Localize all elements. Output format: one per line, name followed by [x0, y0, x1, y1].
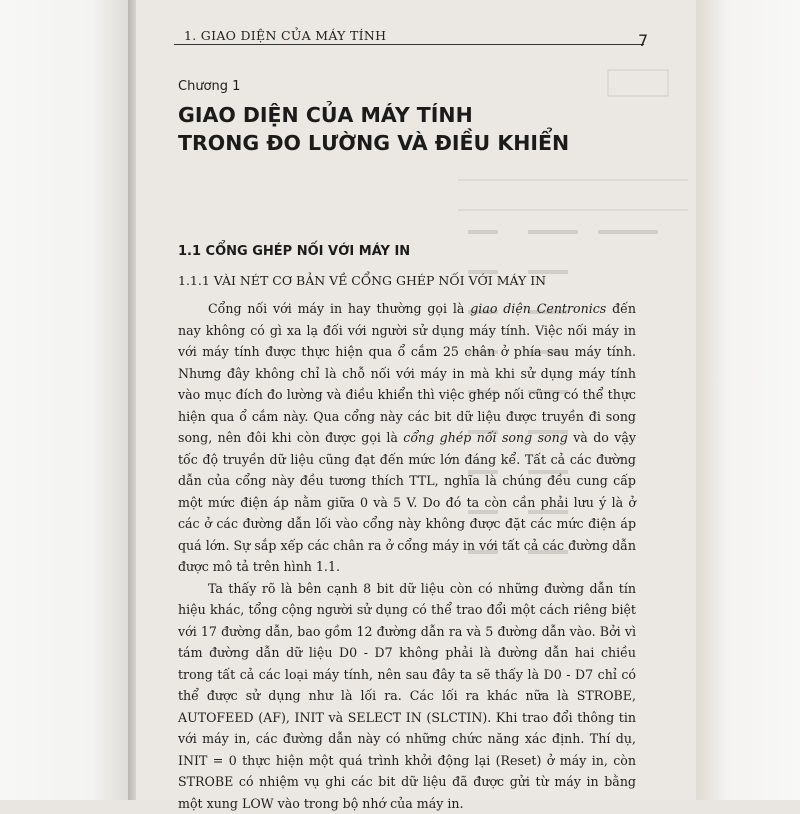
body-text: [178, 298, 636, 814]
chapter-title: [178, 101, 638, 157]
running-header: [174, 28, 644, 45]
book-page: [136, 0, 696, 800]
book-gutter: [128, 0, 136, 800]
subsection-title: 1.1.1 VÀI NÉT CƠ BẢN VỀ CỔNG GHÉP NỐI VỚI MÁY IN: [178, 273, 546, 288]
paragraph-1-text-b: đến nay không có gì xa lạ đối với người sử dụng máy tính. Việc nối máy in với máy tính được thực hiện qua ổ cắm 25 chân ở phía sau máy tính. Nhưng đây không chỉ là chỗ nối với máy in mà khi sử dụng máy tính vào mục đích đo lường và điều khiển thì việc ghép nối cũng có thể thực hiện qua ổ cắm này. Qua cổng này các bit dữ liệu được truyền đi song song, nên đôi khi còn được gọi là: [178, 301, 636, 445]
chapter-title-line-1: GIAO DIỆN CỦA MÁY TÍNH: [178, 101, 638, 129]
paragraph-1-text-a: Cổng nối với máy in hay thường gọi là: [208, 301, 470, 316]
page-number: 7: [638, 31, 648, 50]
adjacent-page-edge-right: [696, 0, 800, 800]
paragraph-2: Ta thấy rõ là bên cạnh 8 bit dữ liệu còn có những đường dẫn tín hiệu khác, tổng cộng người sử dụng có thể trao đổi một cách riêng biệt với 17 đường dẫn, bao gồm 12 đường dẫn ra và 5 đường dẫn vào. Bởi vì tám đường dẫn dữ liệu D0 - D7 không phải là đường dẫn hai chiều trong tất cả các loại máy tính, nên sau đây ta sẽ thấy là D0 - D7 chỉ có thể được sử dụng như là lối ra. Các lối ra khác nữa là STROBE, AUTOFEED (AF), INIT và SELECT IN (SLCTIN). Khi trao đổi thông tin với máy in, các đường dẫn này có những chức năng xác định. Thí dụ, INIT = 0 thực hiện một quá trình khởi động lại (Reset) ở máy in, còn STROBE có nhiệm vụ ghi các bit dữ liệu đã được gửi từ máy in bằng một xung LOW vào trong bộ nhớ của máy in.: [178, 578, 636, 814]
term-parallel-port: cổng ghép nối song song: [403, 430, 568, 445]
chapter-title-line-2: TRONG ĐO LƯỜNG VÀ ĐIỀU KHIỂN: [178, 129, 638, 157]
section-title: 1.1 CỔNG GHÉP NỐI VỚI MÁY IN: [178, 244, 410, 259]
chapter-label: Chương 1: [178, 79, 240, 94]
paragraph-1-text-c: và do vậy tốc độ truyền dữ liệu cũng đạt đến mức lớn đáng kể. Tất cả các đường dẫn của cổng này đều tương thích TTL, nghĩa là chúng đều cung cấp một mức điện áp nằm giữa 0 và 5 V. Do đó ta còn cần phải lưu ý là ở các ở các đường dẫn lối vào cổng này không được đặt các mức điện áp quá lớn. Sự sắp xếp các chân ra ở cổng máy in với tất cả các đường dẫn được mô tả trên hình 1.1.: [178, 430, 636, 574]
paragraph-1: [178, 298, 636, 578]
term-centronics: giao diện Centronics: [470, 301, 606, 316]
adjacent-page-edge: [0, 0, 132, 800]
running-header-title: 1. GIAO DIỆN CỦA MÁY TÍNH: [184, 28, 386, 43]
